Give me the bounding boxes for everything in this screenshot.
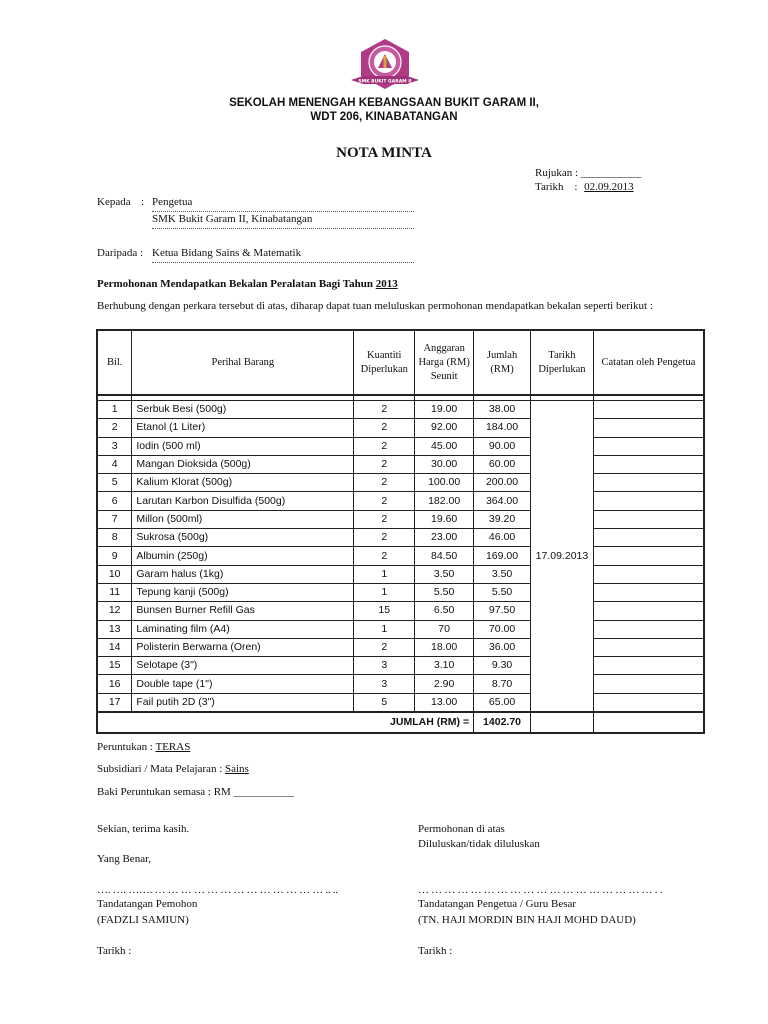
subsidiari-row — [97, 763, 249, 775]
cell-qty: 2 — [354, 419, 415, 437]
cell-unit-price: 5.50 — [415, 583, 474, 601]
cell-qty: 2 — [354, 638, 415, 656]
cell-item: Double tape (1") — [132, 675, 354, 693]
total-row — [97, 712, 704, 733]
cell-catatan — [593, 693, 704, 712]
table-header-row — [97, 330, 704, 395]
cell-item: Sukrosa (500g) — [132, 529, 354, 547]
left-signature-role: Tandatangan Pemohon — [97, 898, 198, 910]
cell-bil: 10 — [97, 565, 132, 583]
cell-unit-price: 70 — [415, 620, 474, 638]
table-row — [97, 693, 704, 712]
cell-qty: 3 — [354, 675, 415, 693]
cell-catatan — [593, 529, 704, 547]
cell-item: Albumin (250g) — [132, 547, 354, 565]
cell-bil: 1 — [97, 401, 132, 419]
right-tarikh: Tarikh : — [418, 945, 453, 957]
cell-item: Laminating film (A4) — [132, 620, 354, 638]
subject-text: Permohonan Mendapatkan Bekalan Peralatan Bagi Tahun — [97, 278, 373, 290]
col-header-tarikh — [530, 330, 593, 395]
cell-qty: 1 — [354, 620, 415, 638]
cell-qty: 2 — [354, 492, 415, 510]
cell-bil: 3 — [97, 437, 132, 455]
table-row — [97, 565, 704, 583]
cell-unit-price: 3.50 — [415, 565, 474, 583]
cell-bil: 13 — [97, 620, 132, 638]
cell-total: 38.00 — [474, 401, 531, 419]
cell-item: Bunsen Burner Refill Gas — [132, 602, 354, 620]
col-header-perihal: Perihal Barang — [132, 330, 354, 395]
intro-text: Berhubung dengan perkara tersebut di atas, diharap dapat tuan meluluskan permohonan mendapatkan bekalan seperti berikut : — [97, 300, 653, 312]
col-header-catatan: Catatan oleh Pengetua — [593, 330, 704, 395]
cell-item: Polisterin Berwarna (Oren) — [132, 638, 354, 656]
cell-qty: 2 — [354, 437, 415, 455]
cell-catatan — [593, 419, 704, 437]
cell-unit-price: 23.00 — [415, 529, 474, 547]
col-header-bil: Bil. — [97, 330, 132, 395]
table-row — [97, 638, 704, 656]
cell-total: 65.00 — [474, 693, 531, 712]
cell-total: 36.00 — [474, 638, 531, 656]
jumlah-line2: (RM) — [490, 363, 514, 375]
cell-item: Tepung kanji (500g) — [132, 583, 354, 601]
subject-year: 2013 — [375, 278, 398, 290]
cell-catatan — [593, 547, 704, 565]
col-header-jumlah — [474, 330, 531, 395]
cell-bil: 15 — [97, 657, 132, 675]
total-value: 1402.70 — [474, 712, 531, 733]
cell-total: 364.00 — [474, 492, 531, 510]
cell-unit-price: 19.00 — [415, 401, 474, 419]
cell-total: 39.20 — [474, 510, 531, 528]
table-row — [97, 455, 704, 473]
cell-item: Kalium Klorat (500g) — [132, 474, 354, 492]
closing-text: Sekian, terima kasih. — [97, 823, 190, 835]
table-row — [97, 529, 704, 547]
baki-row — [97, 786, 294, 798]
cell-qty: 2 — [354, 547, 415, 565]
approval-line1: Permohonan di atas — [418, 823, 505, 835]
cell-bil: 14 — [97, 638, 132, 656]
cell-unit-price: 18.00 — [415, 638, 474, 656]
total-catatan-blank — [593, 712, 704, 733]
total-blank-cell — [97, 712, 354, 733]
anggaran-line3: Seunit — [430, 370, 458, 382]
rujukan-value: ___________ — [580, 167, 642, 179]
cell-qty: 1 — [354, 565, 415, 583]
cell-item: Millon (500ml) — [132, 510, 354, 528]
cell-bil: 8 — [97, 529, 132, 547]
jumlah-line1: Jumlah — [486, 349, 518, 361]
cell-catatan — [593, 510, 704, 528]
cell-catatan — [593, 638, 704, 656]
cell-total: 97.50 — [474, 602, 531, 620]
cell-unit-price: 19.60 — [415, 510, 474, 528]
daripada-value: Ketua Bidang Sains & Matematik — [152, 247, 414, 263]
school-logo — [347, 38, 423, 94]
cell-total: 3.50 — [474, 565, 531, 583]
cell-unit-price: 182.00 — [415, 492, 474, 510]
cell-catatan — [593, 675, 704, 693]
table-row — [97, 510, 704, 528]
kuantiti-line2: Diperlukan — [360, 363, 408, 375]
cell-qty: 2 — [354, 529, 415, 547]
cell-total: 8.70 — [474, 675, 531, 693]
rujukan-label: Rujukan : — [535, 167, 579, 179]
right-signature-name: (TN. HAJI MORDIN BIN HAJI MOHD DAUD) — [418, 914, 636, 926]
cell-item: Serbuk Besi (500g) — [132, 401, 354, 419]
cell-total: 90.00 — [474, 437, 531, 455]
cell-catatan — [593, 565, 704, 583]
tarikh-head-line1: Tarikh — [548, 349, 576, 361]
table-row — [97, 657, 704, 675]
tarikh-row — [535, 181, 634, 193]
cell-catatan — [593, 437, 704, 455]
cell-item: Garam halus (1kg) — [132, 565, 354, 583]
table-row — [97, 620, 704, 638]
cell-total: 46.00 — [474, 529, 531, 547]
rujukan-row — [535, 167, 641, 179]
kepada-line2: SMK Bukit Garam II, Kinabatangan — [152, 213, 414, 229]
total-label: JUMLAH (RM) = — [354, 712, 474, 733]
yang-benar: Yang Benar, — [97, 853, 152, 865]
table-row — [97, 437, 704, 455]
table-row — [97, 419, 704, 437]
table-row — [97, 602, 704, 620]
cell-unit-price: 6.50 — [415, 602, 474, 620]
cell-qty: 3 — [354, 657, 415, 675]
cell-bil: 11 — [97, 583, 132, 601]
cell-catatan — [593, 657, 704, 675]
cell-bil: 16 — [97, 675, 132, 693]
cell-unit-price: 2.90 — [415, 675, 474, 693]
approval-line2: Diluluskan/tidak diluluskan — [418, 838, 540, 850]
anggaran-line1: Anggaran — [423, 342, 465, 354]
right-signature-role: Tandatangan Pengetua / Guru Besar — [418, 898, 577, 910]
cell-catatan — [593, 401, 704, 419]
table-row — [97, 583, 704, 601]
cell-qty: 2 — [354, 474, 415, 492]
baki-value: ___________ — [233, 786, 295, 798]
cell-total: 184.00 — [474, 419, 531, 437]
cell-catatan — [593, 583, 704, 601]
document-title: NOTA MINTA — [336, 145, 432, 161]
cell-catatan — [593, 620, 704, 638]
subsidiari-value: Sains — [225, 763, 249, 775]
cell-total: 70.00 — [474, 620, 531, 638]
cell-unit-price: 92.00 — [415, 419, 474, 437]
cell-bil: 9 — [97, 547, 132, 565]
kepada-colon: : — [141, 196, 145, 208]
cell-item: Mangan Dioksida (500g) — [132, 455, 354, 473]
cell-bil: 5 — [97, 474, 132, 492]
anggaran-line2: Harga (RM) — [418, 356, 470, 368]
cell-tarikh-diperlukan: 17.09.2013 — [530, 401, 593, 713]
cell-catatan — [593, 455, 704, 473]
tarikh-value: 02.09.2013 — [584, 181, 634, 193]
kepada-line1: Pengetua — [152, 196, 414, 212]
table-row — [97, 474, 704, 492]
right-signature-dots: … … … … … … … … … … … … … … … … … … . . — [418, 884, 663, 896]
cell-total: 60.00 — [474, 455, 531, 473]
subject-line — [97, 278, 398, 290]
cell-total: 200.00 — [474, 474, 531, 492]
peruntukan-label: Peruntukan : — [97, 741, 153, 753]
cell-item: Iodin (500 ml) — [132, 437, 354, 455]
peruntukan-row — [97, 741, 190, 753]
cell-unit-price: 45.00 — [415, 437, 474, 455]
left-signature-dots: …. …. ……. … … … … … … … … … … … … … .. .. — [97, 884, 338, 896]
cell-unit-price: 13.00 — [415, 693, 474, 712]
cell-bil: 17 — [97, 693, 132, 712]
cell-catatan — [593, 492, 704, 510]
cell-catatan — [593, 602, 704, 620]
cell-item: Larutan Karbon Disulfida (500g) — [132, 492, 354, 510]
cell-bil: 4 — [97, 455, 132, 473]
cell-unit-price: 100.00 — [415, 474, 474, 492]
cell-qty: 1 — [354, 583, 415, 601]
school-name-line2: WDT 206, KINABATANGAN — [310, 111, 458, 123]
cell-item: Etanol (1 Liter) — [132, 419, 354, 437]
cell-unit-price: 3.10 — [415, 657, 474, 675]
baki-label: Baki Peruntukan semasa : RM — [97, 786, 231, 798]
cell-qty: 2 — [354, 401, 415, 419]
cell-unit-price: 84.50 — [415, 547, 474, 565]
cell-qty: 2 — [354, 455, 415, 473]
cell-total: 9.30 — [474, 657, 531, 675]
left-signature-name: (FADZLI SAMIUN) — [97, 914, 189, 926]
tarikh-head-line2: Diperlukan — [538, 363, 586, 375]
cell-total: 5.50 — [474, 583, 531, 601]
col-header-kuantiti — [354, 330, 415, 395]
cell-item: Fail putih 2D (3") — [132, 693, 354, 712]
cell-qty: 2 — [354, 510, 415, 528]
school-name-line1: SEKOLAH MENENGAH KEBANGSAAN BUKIT GARAM II, — [229, 97, 539, 109]
total-tarikh-blank — [530, 712, 593, 733]
svg-text:SMK BUKIT GARAM II: SMK BUKIT GARAM II — [358, 79, 412, 85]
kuantiti-line1: Kuantiti — [367, 349, 402, 361]
peruntukan-value: TERAS — [155, 741, 191, 753]
kepada-label: Kepada — [97, 196, 131, 208]
cell-bil: 12 — [97, 602, 132, 620]
cell-bil: 7 — [97, 510, 132, 528]
cell-qty: 5 — [354, 693, 415, 712]
cell-bil: 2 — [97, 419, 132, 437]
table-row — [97, 401, 704, 419]
tarikh-colon: : — [574, 181, 578, 193]
table-row — [97, 492, 704, 510]
col-header-anggaran — [415, 330, 474, 395]
cell-qty: 15 — [354, 602, 415, 620]
table-row — [97, 675, 704, 693]
table-row — [97, 547, 704, 565]
cell-catatan — [593, 474, 704, 492]
items-table — [96, 329, 705, 734]
cell-item: Selotape (3") — [132, 657, 354, 675]
left-tarikh: Tarikh : — [97, 945, 132, 957]
daripada-label: Daripada : — [97, 247, 144, 259]
subsidiari-label: Subsidiari / Mata Pelajaran : — [97, 763, 223, 775]
cell-bil: 6 — [97, 492, 132, 510]
cell-total: 169.00 — [474, 547, 531, 565]
tarikh-label: Tarikh — [535, 181, 564, 193]
cell-unit-price: 30.00 — [415, 455, 474, 473]
